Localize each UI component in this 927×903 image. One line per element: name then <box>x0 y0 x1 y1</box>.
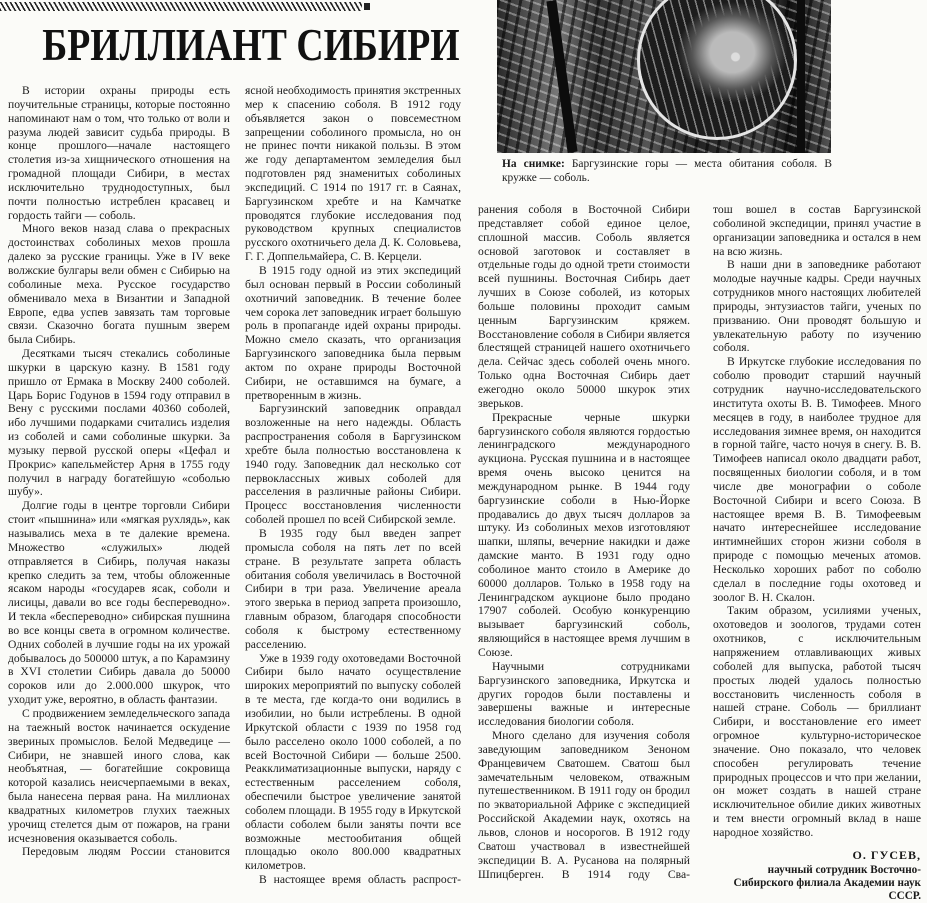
decorative-rule-end-mark <box>364 3 370 10</box>
paragraph: Передовым людям России становится <box>22 845 230 859</box>
paragraph: Десятками тысяч стекались соболиные шкурки в царскую казну. В 1581 году пришло от Ермака в Москву 2400 соболей. Царь Борис Годунов в 1594 году отправил в Вену с русскими послами 40360 соболей, ибо лучшими подарками считались изделия из соболей и сами соболиные шкурки. За музыку первой русской оперы «Цефал и Прокрис» капельмейстер Арня в 1755 году получил в награду богатейшую «соболью шубу». <box>8 347 230 499</box>
caption-text: Баргузинские горы — места обитания соболя. В кружке — соболь. <box>502 158 832 184</box>
right-section <box>478 0 922 903</box>
paragraph: Таким образом, усилиями ученых, охотоведов и зоологов, трудами сотен охотников, с исключительным напряжением отлавливающих живых соболей для выпуска, работой тысяч простых людей удалось полностью восстановить численность соболя в нашей стране. Соболь — бриллиант Сибири, и восстановление его имеет огромное культурно-историческое значение. Оно показало, что человек способен регулировать течение природных процессов и что при желании, он может создать в нашей стране исключительное обилие диких животных и тем внести огромный вклад в наше народное хозяйство. <box>713 604 921 839</box>
article-column-1 <box>8 84 230 859</box>
author-role: научный сотрудник Восточно-Сибирского филиала Академии наук СССР. <box>733 863 921 902</box>
paragraph: С продвижением земледельческого запада на таежный восток начинается оскудение звериных промыслов. Белой Медведице — Сибири, не знавшей иного слова, как необъятная, — богатейшие сокровища которой казались неисчерпаемыми в веках, была нанесена первая рана. На миллионах квадратных километров глухих таежных урочищ стелется дым от пожаров, на грани исчезновения оказывается соболь. <box>8 706 230 845</box>
sable-inset-circle <box>637 0 797 140</box>
paragraph: Много веков назад слава о прекрасных достоинствах соболиных мехов прошла далеко за русские границы. Уже в IV веке волжские булгары вели обмен с Сибирью на соболиные меха. Русское государство обменивало меха в Византии и Западной Европе, едва успев завязать там торговые связи. Сказочно богата пушным зверем была Сибирь. <box>8 222 230 347</box>
article-column-2 <box>245 84 461 887</box>
left-section <box>0 14 470 887</box>
article-column-4 <box>713 203 921 903</box>
paragraph: В 1935 году был введен запрет промысла соболя на пять лет по всей стране. В результате запрета область обитания соболя увеличилась в Восточной Сибири в три раза. Увеличение ареала этого зверька в период запрета произошло, главным образом, благодаря способности соболя к быстрому естественному расселению. <box>245 527 461 651</box>
article-title: БРИЛЛИАНТ СИБИРИ <box>42 19 460 70</box>
paragraph: В Иркутске глубокие исследования по соболю проводит старший научный сотрудник научно-исследовательского института охоты В. В. Тимофеев. Много месяцев в году, в наиболее трудное для исследования зимнее время, он находится в горной тайге, часто ночуя в снегу. В. В. Тимофеев написал около двадцати работ, посвященных биологии соболя, и в том числе две монографии о соболе Восточной Сибири и всего Союза. В настоящее время В. В. Тимофеевым начато интереснейшее исследование интимнейших сторон жизни соболя в природе с помощью меченых атомов. Несколько хороших работ по соболю сделал в последние годы охотовед и зоолог В. Н. Скалон. <box>713 355 921 604</box>
paragraph: В 1915 году одной из этих экспедиций был основан первый в России соболиный охотничий заповедник. В течение более чем сорока лет заповедник играет большую роль в пропаганде идей охраны природы. Можно смело сказать, что организация Баргузинского заповедника была первым актом по охране природы Восточной Сибири, не оставшимся на бумаге, а претворенным в жизнь. <box>245 263 461 402</box>
article-column-3 <box>478 203 690 881</box>
paragraph-continued: ясной необходимость принятия экстренных мер к спасению соболя. В 1912 году объявляется закон о повсеместном запрещении соболиного промысла, но он не принес почти никакой пользы. В этом же году департаментом земледелия был подготовлен ряд знаменитых соболиных экспедиций. С 1914 по 1917 гг. в Саянах, Баргузинском хребте и на Камчатке проводятся глубокие исследования под руководством крупных специалистов русского охотничьего дела Д. К. Соловьева, Г. Г. Доппельмайера, С. В. Керцели. <box>245 84 461 264</box>
paragraph: Научными сотрудниками Баргузинского заповедника, Иркутска и других городов были поставлены и завершены важные и интересные исследования биологии соболя. <box>478 659 690 729</box>
paragraph-continued: тош вошел в состав Баргузинской соболиной экспедиции, принял участие в организации заповедника и остался в нем на всю жизнь. <box>713 203 921 258</box>
caption-lead: На снимке: <box>502 158 565 170</box>
paragraph-continued: ранения соболя в Восточной Сибири представляет собой единое целое, сплошной массив. Соболь является основой заготовок и составляет в отдельные годы до одной трети стоимости всей пушнины. Восточная Сибирь дает лучших в Союзе соболей, из которых больше половины проходит самым ценным Баргузинским кряжем. Восстановление соболя в Сибири является блестящей страницей нашего охотничьего дела. Сейчас здесь соболей очень много. Только одна Восточная Сибирь дает ежегодно около 50000 шкурок этих зверьков. <box>478 203 690 410</box>
tree-trunk <box>546 0 577 153</box>
paragraph: Долгие годы в центре торговли Сибири стоит «пышнина» или «мягкая рухлядь», как назывались меха в те далекие времена. Множество «служилых» людей отправляется в Сибирь, получая наказы крепко следить за тем, чтобы обложенные ясаком народы «государев ясак, соболи и лисицы, давали во все годы беспереводно». И текла «беспереводно» сибирская пушнина во все концы света в огромном количестве. Одних соболей в лучшие годы на их урожай добывалось до 500000 штук, а по Карамзину в XVI столетии Сибирь давала до 50000 сороков или до 2.000.000 шкурок, что уходит уже, вероятно, в область фантазии. <box>8 499 230 707</box>
paragraph: В истории охраны природы есть поучительные страницы, которые постоянно напоминают нам о том, что только от воли и разума людей зависит судьба природы. В конце прошлого—начале настоящего столетия из-за хищнического отношения на громадной площади Сибири, в местах исключительно труднодоступных, был почти полностью истреблен красавец и гордость тайги — соболь. <box>8 84 230 222</box>
tree-trunk <box>797 0 805 153</box>
decorative-hatch-rule <box>0 2 362 11</box>
photo-caption <box>502 158 832 185</box>
paragraph: Уже в 1939 году охотоведами Восточной Сибири было начато осуществление широких мероприятий по выпуску соболей в те места, где когда-то они водились в изобилии, но были истреблены. В одной Иркутской области с 1939 по 1958 год было расселено около 1000 соболей, а по всей Восточной Сибири — больше 2500. Реакклиматизационные выпуски, наряду с естественным расселением соболя, обеспечили быстрое увеличение занятой соболем площади. В 1955 году в Иркутской области соболем были заняты почти все возможные местообитания общей площадью около 800.000 квадратных километров. <box>245 651 461 873</box>
right-columns <box>478 203 922 903</box>
photo-barguzin-mountains-sable <box>497 0 831 153</box>
paragraph: В настоящее время область распрост- <box>259 873 461 887</box>
paragraph: Прекрасные черные шкурки баргузинского соболя являются гордостью ленинградского международного аукциона. Русская пушнина и в настоящее время очень высоко ценится на международном рынке. В 1944 году баргузинские соболи в Нью-Йорке продавались до двух тысяч долларов за штуку. Из соболиных мехов изготовляют шапки, шляпы, вечерние накидки и даже дамские манто. В 1931 году одно соболиное манто стоило в Америке до 60000 долларов. Только в 1958 году на Ленинградском аукционе было продано 17907 соболей. Особую конкуренцию вызывает баргузинский соболь, являющийся в настоящее время лучшим в Союзе. <box>478 410 690 659</box>
left-columns <box>0 84 470 887</box>
author-name: О. ГУСЕВ, <box>852 847 921 862</box>
paragraph: Баргузинский заповедник оправдал возложенные на него надежды. Область распространения соболя в Баргузинском хребте была полностью восстановлена к 1940 году. Заповедник дал несколько сот первоклассных живых соболей для расселения в различные районы Сибири. Процесс восстановления численности соболей прошел по всей Сибирской земле. <box>245 402 461 527</box>
paragraph: В наши дни в заповеднике работают молодые научные кадры. Среди научных сотрудников много настоящих любителей природы, энтузиастов тайги, ученых по призванию. Они проводят большую и увлекательную работу по изучению соболя. <box>713 258 921 355</box>
paragraph: Много сделано для изучения соболя заведующим заповедником Зеноном Францевичем Сватошем. Сватош был замечательным человеком, отважным путешественником. В 1911 году он бродил по экваториальной Африке с экспедицией Российской Академии наук, охотясь на львов, слонов и носорогов. В 1912 году Сватош участвовал в известнейшей экспедиции В. А. Русанова на полярный Шпицберген. В 1914 году Сва- <box>478 729 690 881</box>
